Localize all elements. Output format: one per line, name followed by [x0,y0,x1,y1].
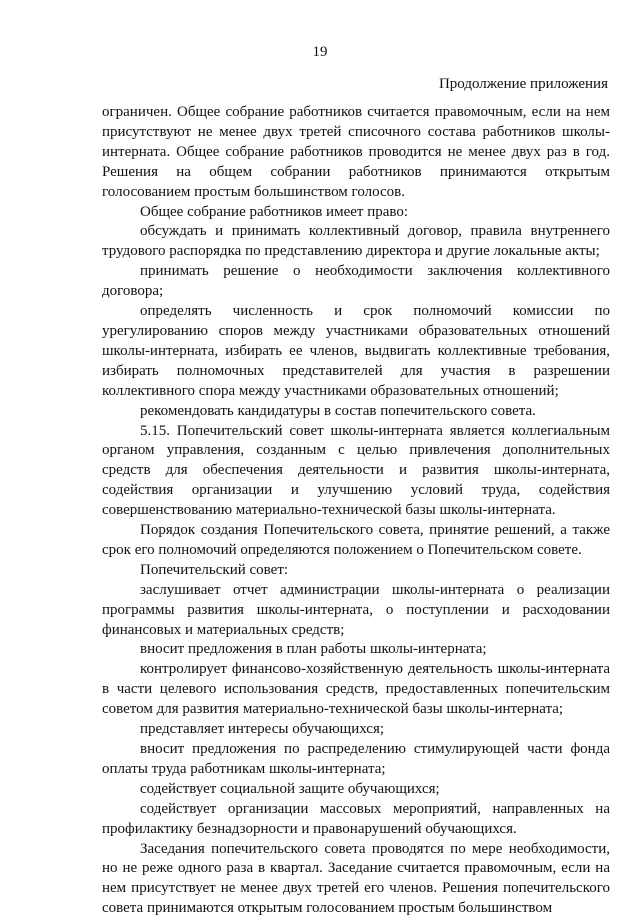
page-number: 19 [312,44,328,60]
paragraph: представляет интересы обучающихся; [140,721,385,738]
continuation-label: Продолжение приложения [438,76,608,92]
paragraph: рекомендовать кандидатуры в состав попечительского совета. [140,402,536,419]
paragraph: Заседания попечительского совета проводятся по мере необходимости, но не реже одного раза в квартал. Заседание считается правомочным, если на нем присутствует не менее двух третей его членов. Решения попечительского совета принимаются открытым голосованием простым большинством [102,840,610,917]
paragraph: определять численность и срок полномочий комиссии по урегулированию споров между участниками образовательных отношений школы-интерната, избирать ее членов, выдвигать коллективные требования, избирать полномочных представителей для участия в разрешении коллективного спора между участниками образовательных отношений; [102,303,610,399]
paragraph: Попечительский совет: [140,561,289,578]
paragraph: 5.15. Попечительский совет школы-интерната является коллегиальным органом управления, созданным с целью привлечения дополнительных средств для обеспечения деятельности и развития школы-интерната, содействия организации и улучшению условий труда, содействия совершенствованию материально-технической базы школы-интерната. [102,422,610,519]
paragraph: Общее собрание работников имеет право: [140,203,409,220]
paragraph: принимать решение о необходимости заключения коллективного договора; [102,263,610,300]
paragraph: вносит предложения в план работы школы-интерната; [140,641,487,658]
paragraph: ограничен. Общее собрание работников считается правомочным, если на нем присутствуют не менее двух третей списочного состава работников школы-интерната. Общее собрание работников проводится не менее двух раз в год. Решения на общем собрании работников принимаются открытым голосованием простым большинством голосов. [102,104,610,200]
paragraph: обсуждать и принимать коллективный договор, правила внутреннего трудового распорядка по представлению директора и другие локальные акты; [102,223,610,260]
paragraph: вносит предложения по распределению стимулирующей части фонда оплаты труда работникам школы-интерната; [102,741,610,777]
paragraph: содействует социальной защите обучающихся; [140,780,440,797]
body-text [102,103,610,919]
paragraph: содействует организации массовых мероприятий, направленных на профилактику безнадзорности и правонарушений обучающихся. [102,800,610,837]
paragraph: Порядок создания Попечительского совета, принятие решений, а также срок его полномочий определяются положением о Попечительском совете. [102,522,610,558]
paragraph: заслушивает отчет администрации школы-интерната о реализации программы развития школы-интерната, о поступлении и расходовании финансовых и материальных средств; [102,581,610,638]
paragraph: контролирует финансово-хозяйственную деятельность школы-интерната в части целевого использования средств, предоставленных попечительским советом для развития материально-технической базы школы-интерната; [102,661,610,718]
